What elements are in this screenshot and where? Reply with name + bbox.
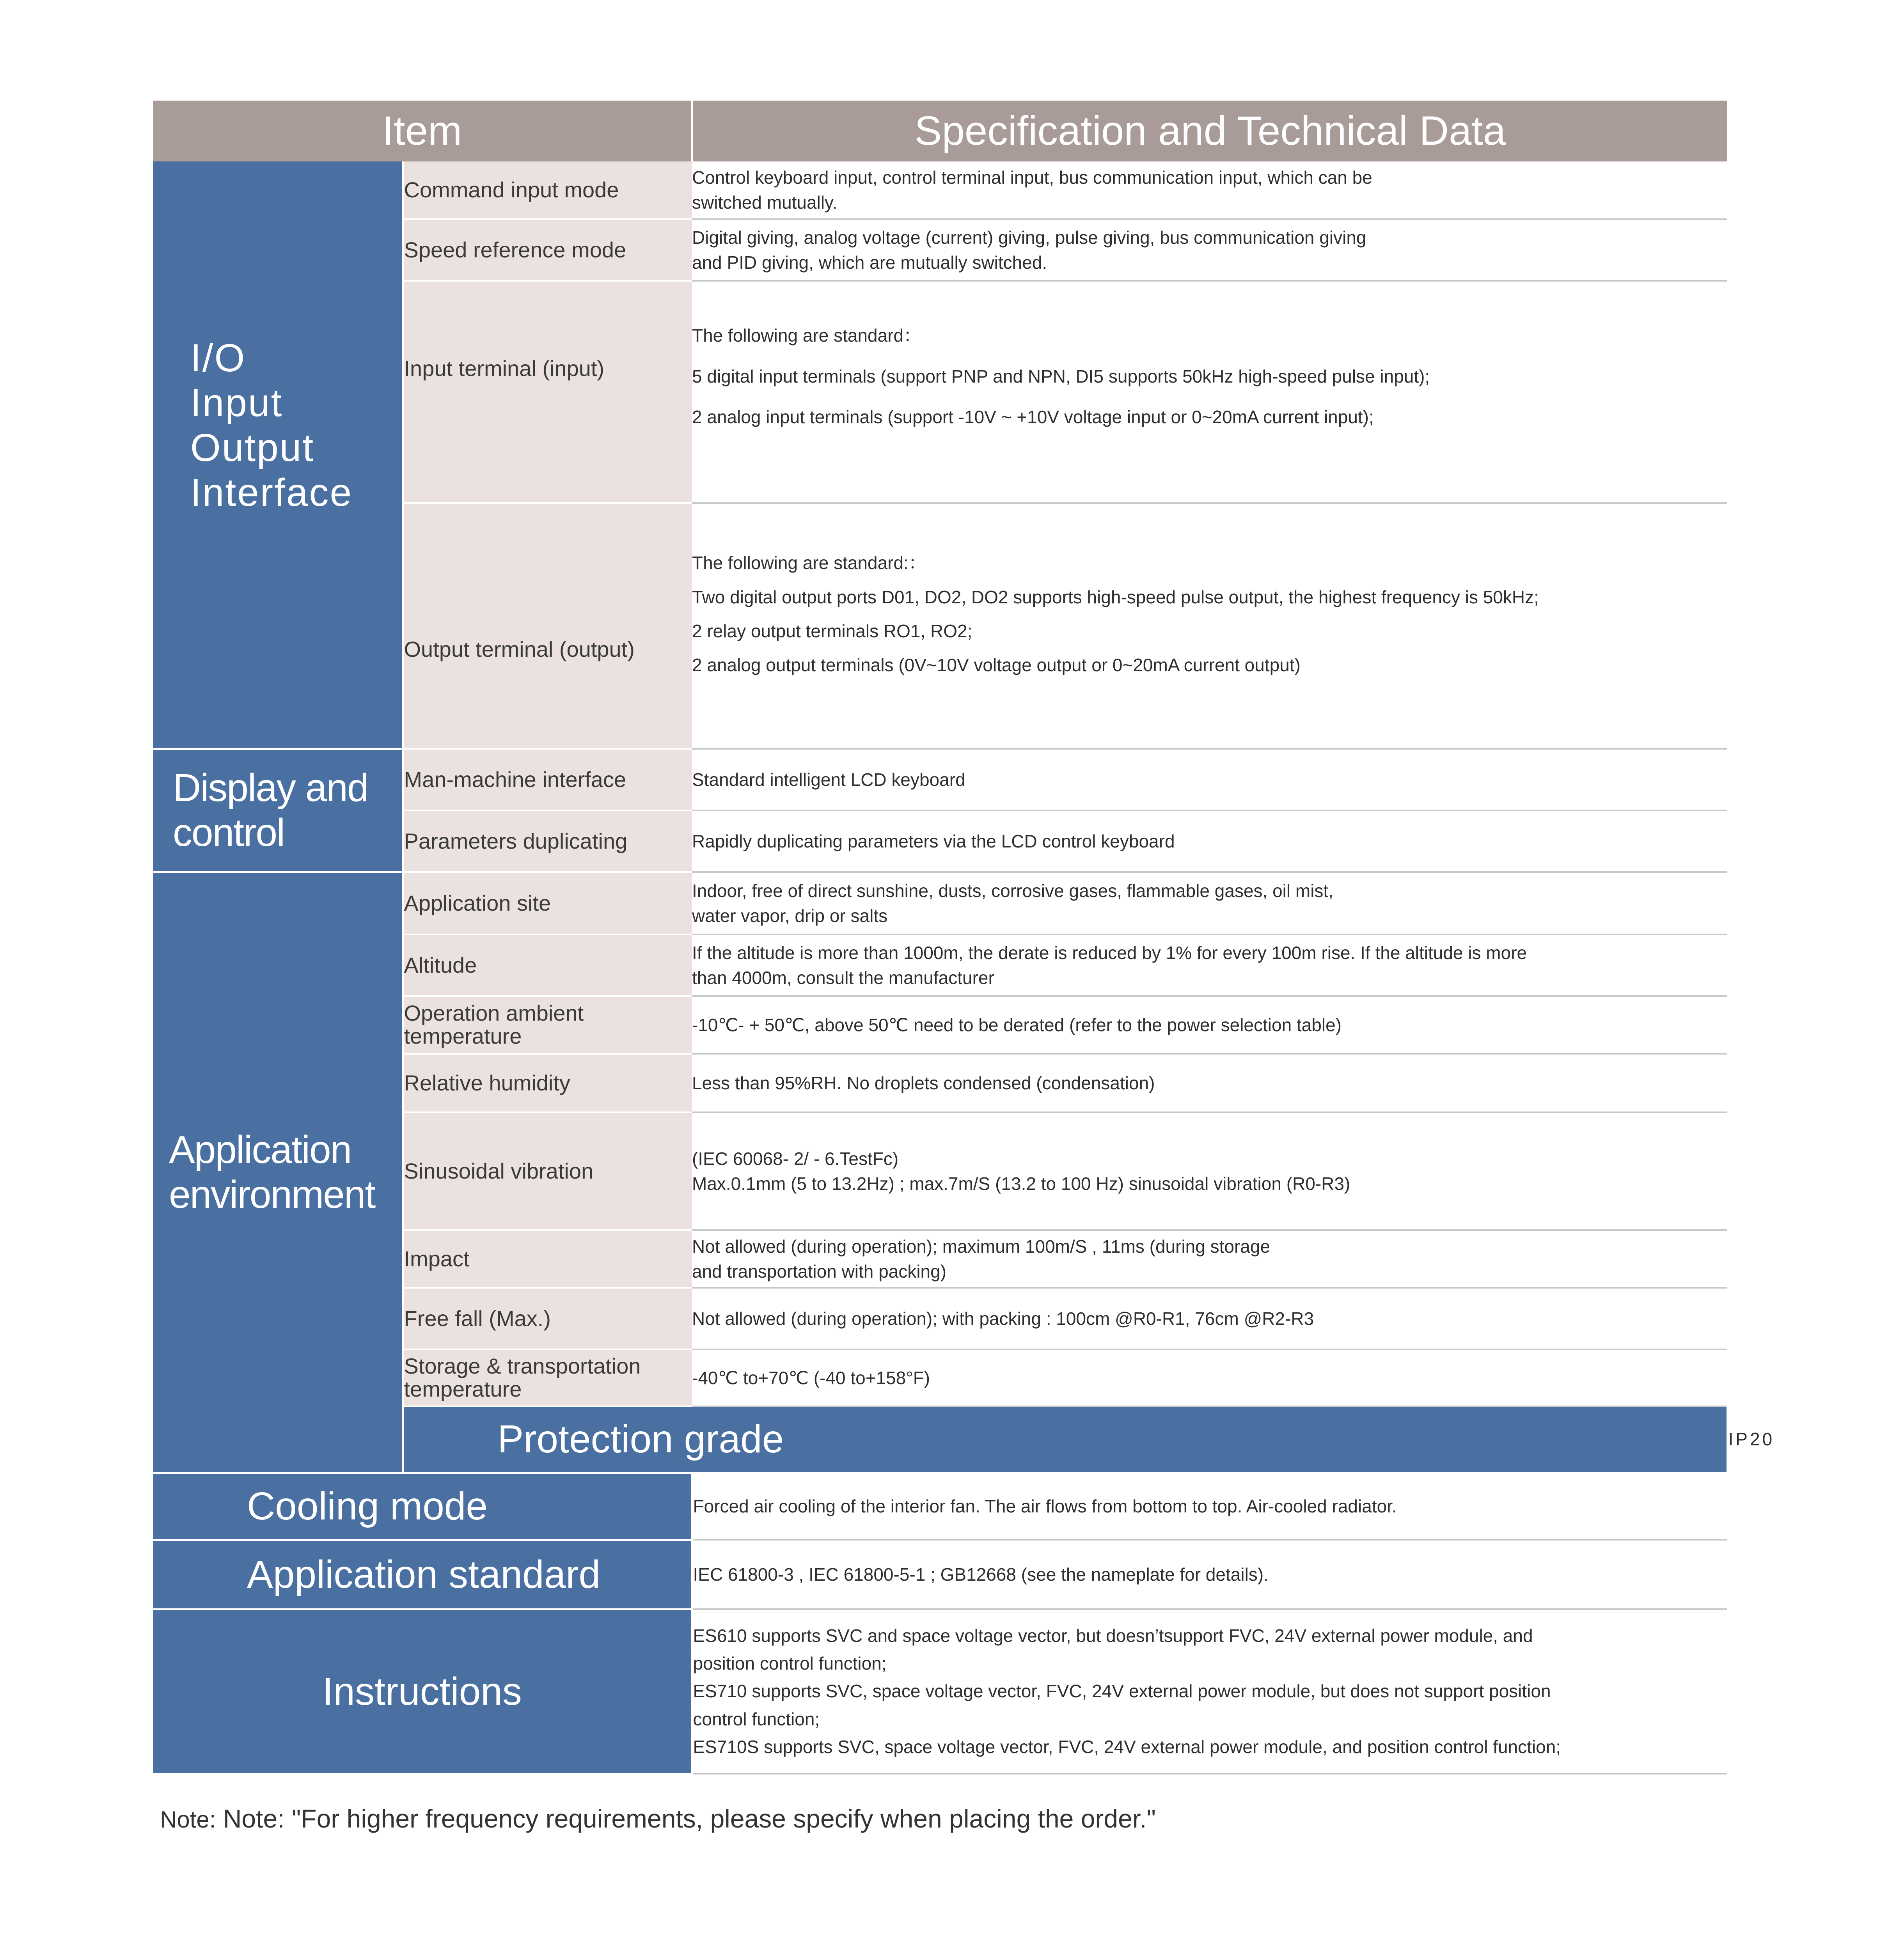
label-vibration: Sinusoidal vibration	[403, 1112, 692, 1230]
label-storage-temp-line: temperature	[404, 1377, 522, 1401]
footnote-prefix: Note:	[160, 1806, 216, 1833]
spec-line: (IEC 60068- 2/ - 6.TestFc)	[692, 1148, 899, 1169]
footnote	[160, 1804, 1156, 1833]
label-instructions: Instructions	[153, 1609, 692, 1774]
spec-line: If the altitude is more than 1000m, the derate is reduced by 1% for every 100m rise. If the altitude is more	[692, 942, 1527, 963]
spec-line: Control keyboard input, control terminal input, bus communication input, which can be	[692, 167, 1372, 188]
label-op-temp-line: temperature	[404, 1024, 522, 1048]
spec-line: and PID giving, which are mutually switched.	[692, 252, 1047, 273]
label-protection: Protection grade	[403, 1406, 1727, 1473]
table-row	[153, 872, 1727, 934]
spec-line: Not allowed (during operation); with packing : 100cm @R0-R1, 76cm @R2-R3	[692, 1308, 1314, 1329]
spec-input-terminal	[692, 281, 1727, 503]
spec-instructions	[692, 1609, 1727, 1774]
header-spec: Specification and Technical Data	[692, 101, 1727, 161]
spec-line: Standard intelligent LCD keyboard	[692, 769, 965, 790]
spec-line: ES710S supports SVC, space voltage vector, FVC, 24V external power module, and position control function;	[693, 1736, 1561, 1757]
group-app-env	[153, 872, 403, 1473]
spec-line: ES610 supports SVC and space voltage vector, but doesn’tsupport FVC, 24V external power module, and	[693, 1625, 1533, 1646]
label-app-site: Application site	[403, 872, 692, 934]
group-io-line: I/O	[190, 336, 246, 380]
spec-line: The following are standard：	[692, 325, 922, 346]
spec-line: The following are standard:：	[692, 553, 926, 573]
label-app-std: Application standard	[153, 1540, 692, 1609]
group-io	[153, 161, 403, 749]
spec-line: water vapor, drip or salts	[692, 906, 888, 926]
label-op-temp-line: Operation ambient	[404, 1001, 584, 1026]
spec-line: control function;	[693, 1709, 820, 1729]
spec-storage-temp	[692, 1349, 1727, 1406]
spec-vibration	[692, 1112, 1727, 1230]
group-display	[153, 749, 403, 872]
label-command-input: Command input mode	[403, 161, 692, 219]
group-io-line: Interface	[190, 470, 353, 514]
label-op-temp	[403, 996, 692, 1054]
label-storage-temp	[403, 1349, 692, 1406]
spec-table-container	[153, 101, 1775, 1775]
spec-line: Max.0.1mm (5 to 13.2Hz) ; max.7m/S (13.2 to 100 Hz) sinusoidal vibration (R0-R3)	[692, 1174, 1350, 1194]
spec-line: Less than 95%RH. No droplets condensed (condensation)	[692, 1072, 1155, 1093]
spec-param-dup	[692, 810, 1727, 872]
spec-output-terminal	[692, 503, 1727, 749]
label-speed-ref: Speed reference mode	[403, 219, 692, 281]
table-row	[153, 1540, 1727, 1609]
label-impact: Impact	[403, 1230, 692, 1288]
spec-line: Digital giving, analog voltage (current) giving, pulse giving, bus communication giving	[692, 227, 1366, 248]
spec-cooling	[692, 1473, 1727, 1540]
spec-impact	[692, 1230, 1727, 1288]
group-display-line: control	[173, 811, 285, 854]
spec-command-input	[692, 161, 1727, 219]
spec-line: switched mutually.	[692, 192, 838, 213]
label-altitude: Altitude	[403, 934, 692, 996]
spec-app-site	[692, 872, 1727, 934]
spec-app-std	[692, 1540, 1727, 1609]
table-row	[153, 1473, 1727, 1540]
spec-line: 2 analog output terminals (0V~10V voltage output or 0~20mA current output)	[692, 655, 1301, 675]
footnote-text: Note: "For higher frequency requirements, please specify when placing the order."	[223, 1804, 1156, 1833]
group-app-env-line: Application	[169, 1128, 351, 1172]
header-item: Item	[153, 101, 692, 161]
table-header-row	[153, 101, 1727, 161]
spec-line: position control function;	[693, 1653, 887, 1674]
spec-line: than 4000m, consult the manufacturer	[692, 968, 994, 988]
spec-line: ES710 supports SVC, space voltage vector, FVC, 24V external power module, but does not support position	[693, 1681, 1551, 1702]
label-mmi: Man-machine interface	[403, 749, 692, 810]
table-row	[153, 1609, 1727, 1774]
label-output-terminal: Output terminal (output)	[403, 503, 692, 749]
spec-line: Indoor, free of direct sunshine, dusts, corrosive gases, flammable gases, oil mist,	[692, 880, 1333, 901]
label-free-fall: Free fall (Max.)	[403, 1288, 692, 1349]
spec-line: 2 relay output terminals RO1, RO2;	[692, 621, 972, 641]
label-humidity: Relative humidity	[403, 1054, 692, 1112]
spec-line: IEC 61800-3 , IEC 61800-5-1 ; GB12668 (see the nameplate for details).	[693, 1564, 1269, 1585]
label-param-dup: Parameters duplicating	[403, 810, 692, 872]
group-io-line: Output	[190, 425, 315, 470]
table-row	[153, 749, 1727, 810]
spec-line: -10℃- + 50℃, above 50℃ need to be derated (refer to the power selection table)	[692, 1014, 1342, 1035]
group-io-line: Input	[190, 381, 283, 425]
group-app-env-line: environment	[169, 1173, 375, 1216]
spec-op-temp	[692, 996, 1727, 1054]
spec-line: Two digital output ports D01, DO2, DO2 supports high-speed pulse output, the highest frequency is 50kHz;	[692, 587, 1539, 607]
spec-mmi	[692, 749, 1727, 810]
spec-line: Forced air cooling of the interior fan. The air flows from bottom to top. Air-cooled radiator.	[693, 1496, 1397, 1517]
group-display-line: Display and	[173, 766, 368, 810]
table-row: Protection grade IP20	[153, 1406, 1727, 1473]
spec-altitude	[692, 934, 1727, 996]
spec-speed-ref	[692, 219, 1727, 281]
label-cooling: Cooling mode	[153, 1473, 692, 1540]
spec-free-fall	[692, 1288, 1727, 1349]
spec-line: 2 analog input terminals (support -10V ~ +10V voltage input or 0~20mA current input);	[692, 407, 1374, 427]
label-storage-temp-line: Storage & transportation	[404, 1354, 641, 1379]
table-row	[153, 161, 1727, 219]
spec-line: 5 digital input terminals (support PNP and NPN, DI5 supports 50kHz high-speed pulse input);	[692, 366, 1430, 386]
spec-line: -40℃ to+70℃ (-40 to+158°F)	[692, 1367, 930, 1388]
spec-line: and transportation with packing)	[692, 1261, 947, 1282]
spec-line: Not allowed (during operation); maximum 100m/S , 11ms (during storage	[692, 1236, 1271, 1257]
label-input-terminal: Input terminal (input)	[403, 281, 692, 503]
spec-table	[153, 101, 1775, 1775]
spec-line: Rapidly duplicating parameters via the LCD control keyboard	[692, 831, 1175, 851]
spec-humidity	[692, 1054, 1727, 1112]
